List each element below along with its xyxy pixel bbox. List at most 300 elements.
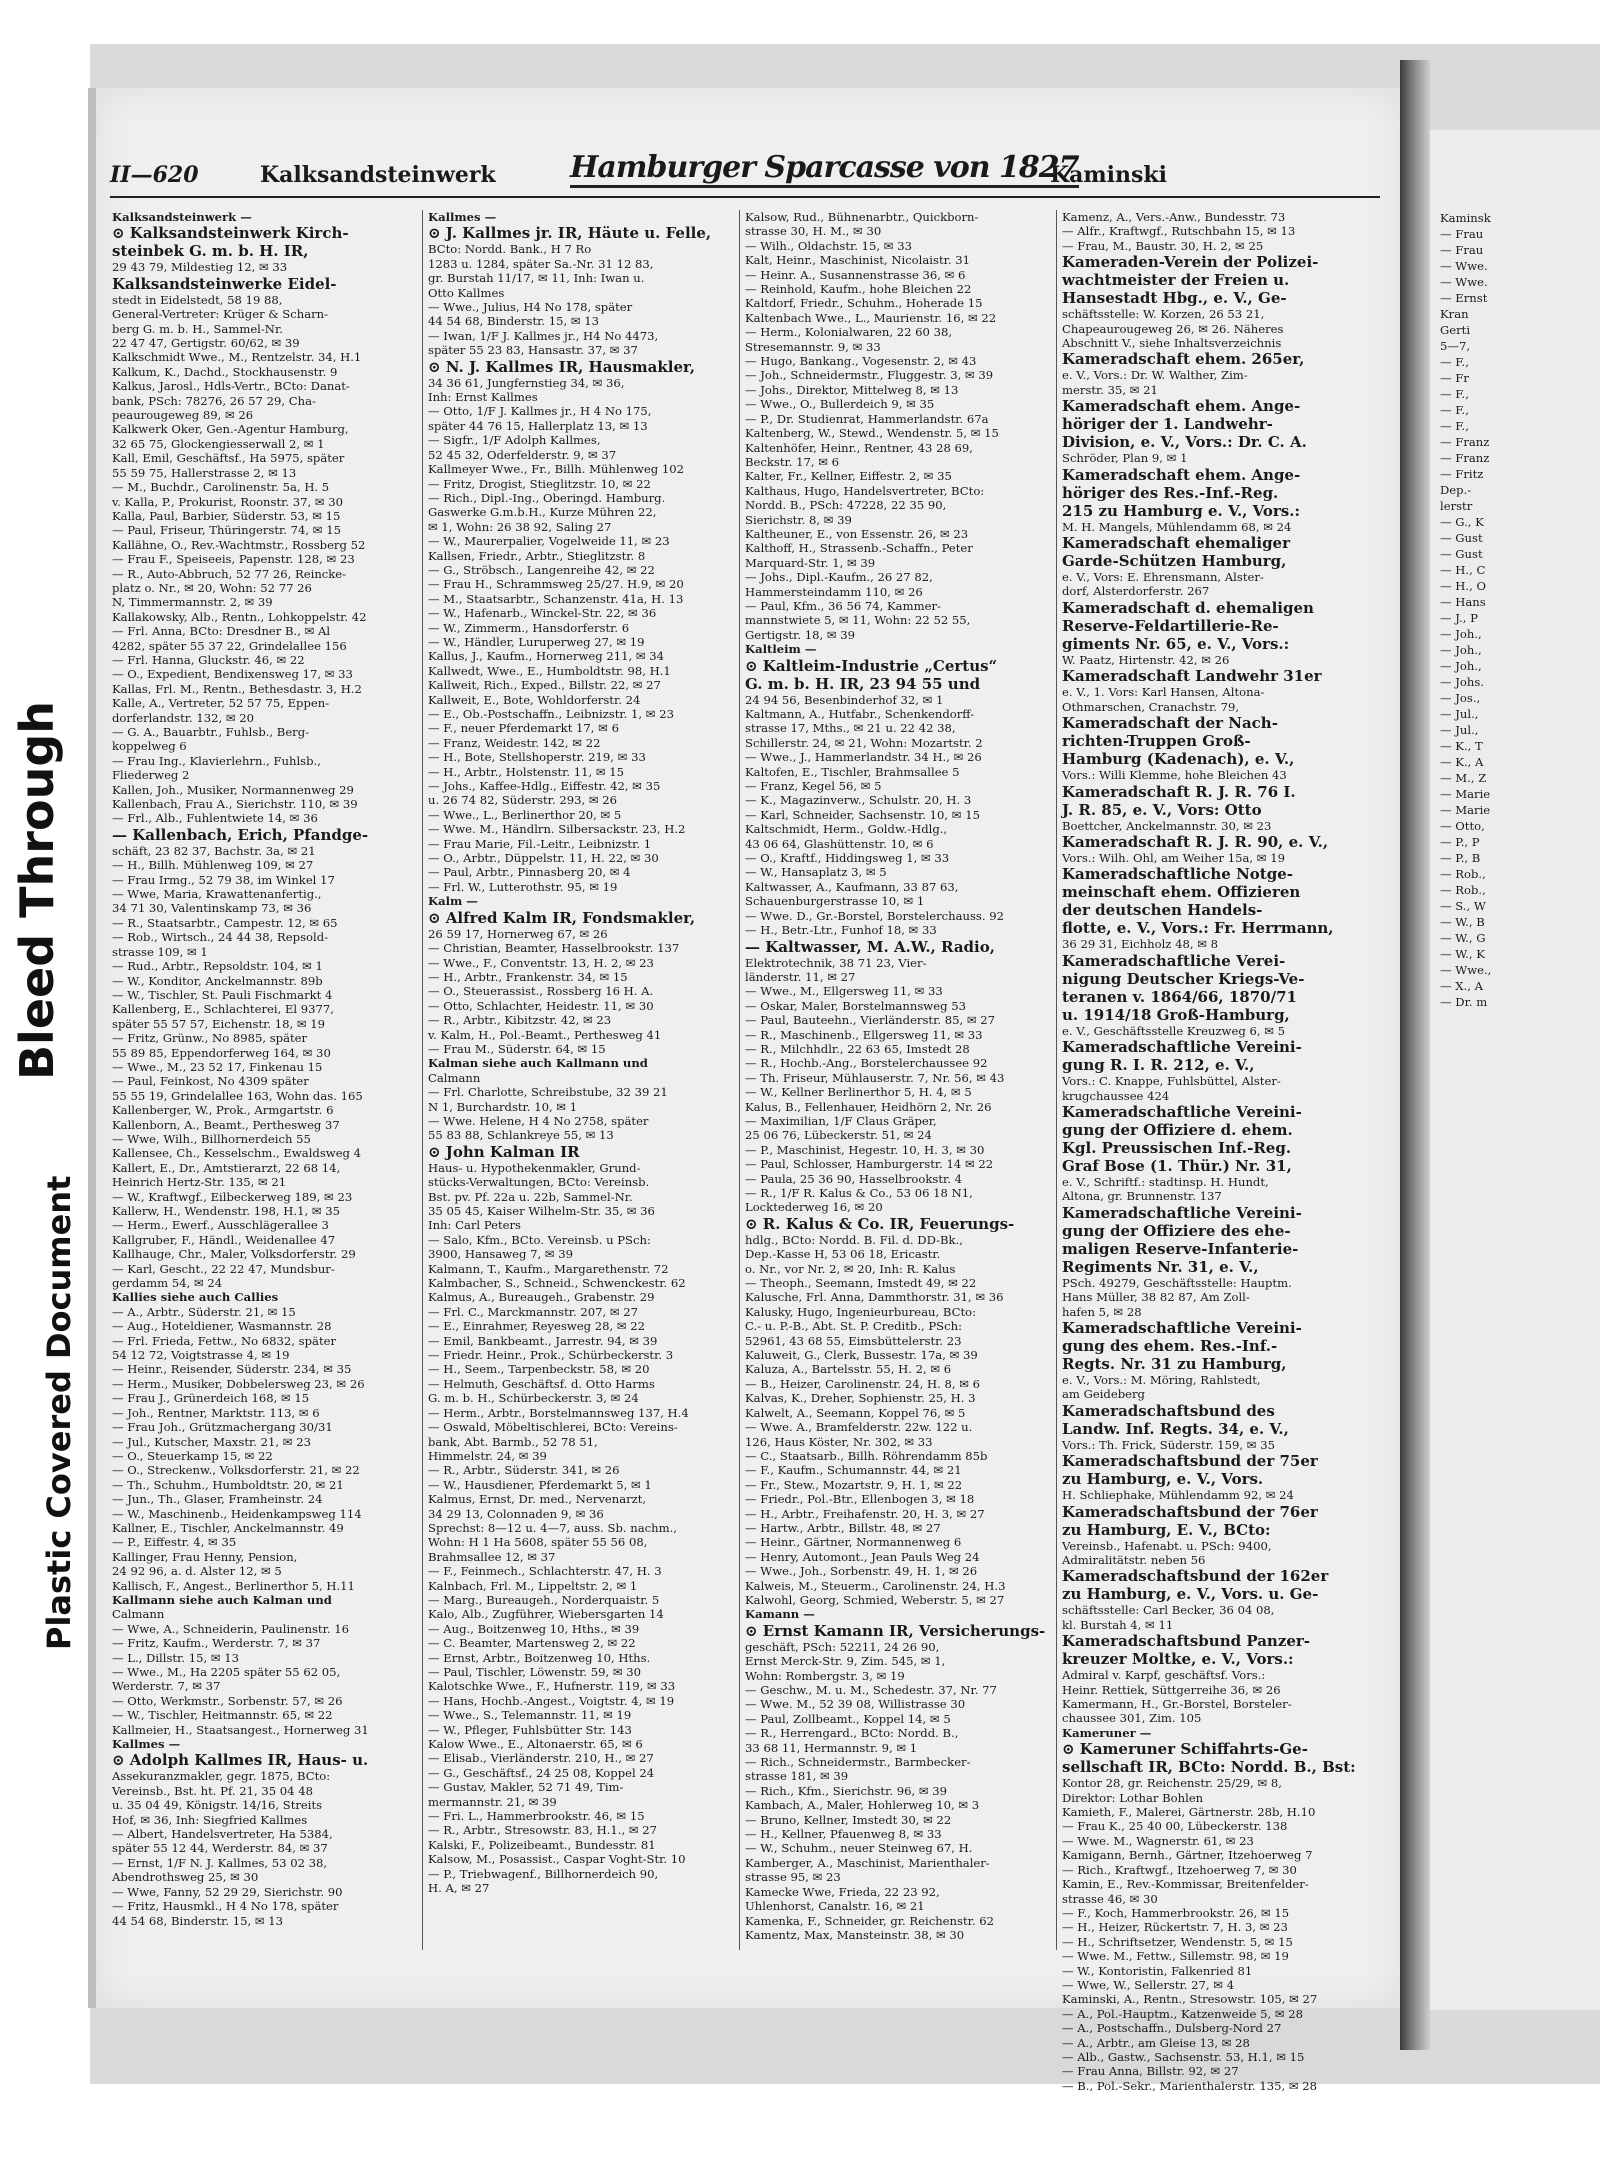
facing-page-fragment: — P., B	[1440, 851, 1481, 865]
directory-entry: — Marg., Bureaugeh., Norderquaistr. 5	[428, 1592, 660, 1607]
directory-entry: Graf Bose (1. Thür.) Nr. 31,	[1062, 1156, 1292, 1175]
directory-entry: Kameruner —	[1062, 1725, 1152, 1740]
directory-entry: Kamin, E., Rev.-Kommissar, Breitenfelder-	[1062, 1877, 1309, 1892]
directory-entry: o. Nr., vor Nr. 2, ✉ 20, Inh: R. Kalus	[745, 1261, 956, 1276]
directory-entry: — Gustav, Makler, 52 71 49, Tim-	[428, 1780, 624, 1795]
directory-entry: — Fritz, Kaufm., Werderstr. 7, ✉ 37	[112, 1636, 321, 1651]
directory-entry: ⊙ Ernst Kamann IR, Versicherungs-	[745, 1621, 1046, 1640]
directory-entry: Kallen, Joh., Musiker, Normannenweg 29	[112, 782, 354, 797]
directory-entry: — R., Milchhdlr., 22 63 65, Imstedt 28	[745, 1041, 970, 1056]
directory-entry: — Paul, Friseur, Thüringerstr. 74, ✉ 15	[112, 523, 341, 538]
directory-entry: — Frau Ing., Klavierlehrn., Fuhlsb.,	[112, 753, 321, 768]
directory-entry: Sierichstr. 8, ✉ 39	[745, 512, 852, 527]
directory-entry: Kamann —	[745, 1607, 815, 1622]
facing-page-fragment: — Joh.,	[1440, 643, 1482, 657]
directory-entry: — Frl. C., Marckmannstr. 207, ✉ 27	[428, 1304, 639, 1319]
directory-entry: 25 06 76, Lübeckerstr. 51, ✉ 24	[745, 1128, 932, 1143]
directory-entry: Kgl. Preussischen Inf.-Reg.	[1062, 1138, 1292, 1157]
directory-entry: — W., Pfleger, Fuhlsbütter Str. 143	[428, 1722, 632, 1737]
directory-entry: ⊙ John Kalman IR	[428, 1142, 580, 1161]
directory-entry: — Fritz, Hausmkl., H 4 No 178, später	[112, 1899, 339, 1914]
directory-entry: — Paul, Zollbeamt., Koppel 14, ✉ 5	[745, 1711, 951, 1726]
directory-entry: — W., Schuhm., neuer Steinweg 67, H.	[745, 1841, 973, 1856]
directory-entry: Kallsen, Friedr., Arbtr., Stieglitzstr. 8	[428, 548, 646, 563]
directory-entry: Dep.-Kasse H, 53 06 18, Ericastr.	[745, 1247, 941, 1262]
directory-entry: — E., Ob.-Postschaffn., Leibnizstr. 1, ✉ 23	[428, 707, 674, 721]
directory-entry: Kalski, F., Polizeibeamt., Bundesstr. 81	[428, 1837, 656, 1852]
directory-entry: Kallenbach, Frau A., Sierichstr. 110, ✉ 39	[112, 797, 358, 812]
directory-entry: Kameradschaft d. ehemaligen	[1062, 598, 1314, 617]
directory-entry: — Frau Anna, Billstr. 92, ✉ 27	[1062, 2064, 1239, 2079]
directory-entry: Kaminski, A., Rentn., Stresowstr. 105, ✉ 27	[1062, 1992, 1318, 2007]
directory-entry: e. V., Vors.: M. Möring, Rahlstedt,	[1062, 1372, 1261, 1387]
directory-entry: ⊙ Kameruner Schiffahrts-Ge-	[1062, 1740, 1308, 1759]
directory-entry: Kallähne, O., Rev.-Wachtmstr., Rossberg 52	[112, 537, 366, 552]
directory-entry: — A., Arbtr., am Gleise 13, ✉ 28	[1062, 2035, 1250, 2050]
directory-entry: zu Hamburg, e. V., Vors. u. Ge-	[1062, 1585, 1319, 1604]
directory-entry: Kalle, A., Vertreter, 52 57 75, Eppen-	[112, 696, 330, 711]
directory-entry: wachtmeister der Freien u.	[1062, 271, 1290, 290]
directory-entry: teranen v. 1864/66, 1870/71	[1062, 987, 1297, 1006]
directory-entry: — Frau H., Schrammsweg 25/27. H.9, ✉ 20	[428, 577, 684, 592]
directory-entry: — Wwe., O., Bullerdeich 9, ✉ 35	[745, 397, 935, 412]
directory-entry: Othmarschen, Cranachstr. 79,	[1062, 699, 1240, 714]
directory-column-2	[428, 210, 733, 1950]
facing-page-fragment: — G., K	[1440, 515, 1484, 529]
directory-entry: Kameradschaftsbund der 76er	[1062, 1502, 1318, 1521]
directory-entry: 3900, Hansaweg 7, ✉ 39	[428, 1247, 574, 1262]
directory-entry: — Fritz, Drogist, Stieglitzstr. 10, ✉ 22	[428, 476, 651, 491]
directory-entry: — Ernst, 1/F N. J. Kallmes, 53 02 38,	[112, 1855, 328, 1870]
directory-entry: Vors.: C. Knappe, Fuhlsbüttel, Alster-	[1062, 1074, 1281, 1089]
directory-entry: — Wwe., F., Conventstr. 13, H. 2, ✉ 23	[428, 955, 654, 970]
directory-entry: kreuzer Moltke, e. V., Vors.:	[1062, 1650, 1294, 1669]
directory-entry: — A., Postschaffn., Dulsberg-Nord 27	[1062, 2021, 1282, 2036]
directory-entry: — Fr., Stew., Mozartstr. 9, H. 1, ✉ 22	[745, 1477, 963, 1492]
facing-page-fragment: — Frau	[1440, 227, 1484, 241]
directory-entry: — Frau F., Speiseeis, Papenstr. 128, ✉ 23	[112, 552, 355, 567]
directory-entry: ⊙ J. Kallmes jr. IR, Häute u. Felle,	[428, 224, 712, 243]
directory-column-3	[745, 210, 1050, 1950]
directory-entry: 215 zu Hamburg e. V., Vors.:	[1062, 501, 1300, 520]
directory-entry: Werderstr. 7, ✉ 37	[112, 1679, 221, 1694]
directory-entry: — R., Maschinenb., Ellgersweg 11, ✉ 33	[745, 1027, 983, 1042]
directory-entry: — Rud., Arbtr., Repsoldstr. 104, ✉ 1	[112, 959, 323, 974]
directory-entry: — Paul, Kfm., 36 56 74, Kammer-	[745, 598, 941, 613]
directory-entry: — Theoph., Seemann, Imstedt 49, ✉ 22	[745, 1276, 977, 1291]
directory-entry: — Jul., Kutscher, Maxstr. 21, ✉ 23	[112, 1434, 311, 1449]
directory-entry: strasse 17, Mths., ✉ 21 u. 22 42 38,	[745, 721, 956, 736]
directory-entry: — Rich., Dipl.-Ing., Oberingd. Hamburg.	[428, 490, 666, 505]
directory-entry: Regts. Nr. 31 zu Hamburg,	[1062, 1354, 1287, 1373]
directory-entry: dorf, Alsterdorferstr. 267	[1062, 584, 1210, 599]
directory-entry: — C. Beamter, Martensweg 2, ✉ 22	[428, 1636, 636, 1651]
directory-entry: — W., Tischler, Heitmannstr. 65, ✉ 22	[112, 1708, 333, 1723]
directory-entry: Kamenz, A., Vers.-Anw., Bundesstr. 73	[1062, 210, 1286, 224]
directory-entry: später 44 76 15, Hallerplatz 13, ✉ 13	[428, 418, 648, 433]
directory-entry: — Wilh., Oldachstr. 15, ✉ 33	[745, 238, 912, 253]
directory-entry: e. V., 1. Vors: Karl Hansen, Altona-	[1062, 685, 1265, 700]
directory-entry: Hans Müller, 38 82 87, Am Zoll-	[1062, 1290, 1250, 1305]
directory-entry: — Kaltwasser, M. A.W., Radio,	[745, 937, 995, 956]
directory-entry: — L., Dillstr. 15, ✉ 13	[112, 1650, 239, 1665]
directory-entry: — M., Buchdr., Carolinenstr. 5a, H. 5	[112, 480, 330, 495]
directory-entry: G. m. b. H., Schürbeckerstr. 3, ✉ 24	[428, 1391, 639, 1406]
directory-entry: — Aug., Boitzenweg 10, Hths., ✉ 39	[428, 1621, 640, 1636]
directory-entry: Wohn: Rombergstr. 3, ✉ 19	[745, 1668, 905, 1683]
directory-entry: — P., Maschinist, Hegestr. 10, H. 3, ✉ 30	[745, 1142, 985, 1157]
directory-entry: Kamermann, H., Gr.-Borstel, Borsteler-	[1062, 1697, 1292, 1712]
directory-entry: — Kallenbach, Erich, Pfandge-	[112, 825, 369, 844]
directory-entry: — W., Hausdiener, Pferdemarkt 5, ✉ 1	[428, 1477, 652, 1492]
directory-entry: — R., Arbtr., Kibitzstr. 42, ✉ 23	[428, 1013, 612, 1028]
facing-page-fragment: — Fr	[1440, 371, 1469, 385]
facing-page-fragment: — Joh.,	[1440, 659, 1482, 673]
directory-entry: — Heinr., Reisender, Süderstr. 234, ✉ 35	[112, 1362, 352, 1377]
directory-entry: — Wwe. Helene, H 4 No 2758, später	[428, 1113, 649, 1128]
directory-entry: — E., Einrahmer, Reyesweg 28, ✉ 22	[428, 1319, 645, 1334]
directory-entry: Kamigann, Bernh., Gärtner, Itzehoerweg 7	[1062, 1848, 1313, 1863]
facing-page-fragment: 5—7,	[1440, 339, 1471, 353]
directory-entry: — P., Eiffestr. 4, ✉ 35	[112, 1535, 237, 1550]
directory-entry: stedt in Eidelstedt, 58 19 88,	[112, 292, 283, 307]
directory-entry: — Paula, 25 36 90, Hasselbrookstr. 4	[745, 1171, 962, 1186]
directory-entry: — H., Arbtr., Frankenstr. 34, ✉ 15	[428, 969, 628, 984]
directory-entry: — O., Streckenw., Volksdorferstr. 21, ✉ 22	[112, 1463, 360, 1478]
directory-entry: — G., Ströbsch., Langenreihe 42, ✉ 22	[428, 562, 655, 577]
directory-entry: Schröder, Plan 9, ✉ 1	[1062, 451, 1188, 466]
directory-entry: — Johs., Dipl.-Kaufm., 26 27 82,	[745, 570, 933, 585]
directory-entry: Schillerstr. 24, ✉ 21, Wohn: Mozartstr. 2	[745, 735, 983, 750]
directory-entry: — Rob., Wirtsch., 24 44 38, Repsold-	[112, 930, 329, 945]
directory-entry: — Wwe., L., Berlinerthor 20, ✉ 5	[428, 807, 622, 822]
directory-entry: Hof, ✉ 36, Inh: Siegfried Kallmes	[112, 1812, 308, 1827]
directory-entry: Kallmeyer Wwe., Fr., Billh. Mühlenweg 102	[428, 462, 684, 477]
directory-entry: — Rich., Kraftwgf., Itzehoerweg 7, ✉ 30	[1062, 1862, 1297, 1877]
facing-page-fragment: — Franz	[1440, 451, 1490, 465]
directory-entry: 55 89 85, Eppendorferweg 164, ✉ 30	[112, 1045, 331, 1060]
directory-entry: — Frl., Alb., Fuhlentwiete 14, ✉ 36	[112, 811, 318, 826]
directory-entry: u. 26 74 82, Süderstr. 293, ✉ 26	[428, 793, 617, 808]
directory-entry: — H., Seem., Tarpenbeckstr. 58, ✉ 20	[428, 1362, 650, 1377]
directory-entry: 26 59 17, Hornerweg 67, ✉ 26	[428, 926, 608, 941]
directory-entry: PSch. 49279, Geschäftsstelle: Hauptm.	[1062, 1275, 1292, 1290]
directory-entry: — Rich., Kfm., Sierichstr. 96, ✉ 39	[745, 1783, 947, 1798]
directory-entry: Elektrotechnik, 38 71 23, Vier-	[745, 955, 927, 970]
directory-entry: Kallinger, Frau Henny, Pension,	[112, 1549, 298, 1564]
directory-entry: — W., Kontoristin, Falkenried 81	[1062, 1963, 1253, 1978]
directory-entry: v. Kalm, H., Pol.-Beamt., Perthesweg 41	[428, 1027, 662, 1042]
directory-entry: Kamberger, A., Maschinist, Marienthaler-	[745, 1855, 990, 1870]
facing-page-fragment: Dep.-	[1440, 483, 1472, 497]
facing-page-fragment: — H., C	[1440, 563, 1486, 577]
directory-entry: 44 54 68, Binderstr. 15, ✉ 13	[428, 314, 600, 329]
directory-entry: Kaltwasser, A., Kaufmann, 33 87 63,	[745, 879, 959, 894]
directory-entry: H. Schliephake, Mühlendamm 92, ✉ 24	[1062, 1488, 1294, 1503]
directory-entry: — Otto, Schlachter, Heidestr. 11, ✉ 30	[428, 998, 654, 1013]
directory-entry: — Frau, M., Baustr. 30, H. 2, ✉ 25	[1062, 238, 1264, 253]
directory-entry: Kalkus, Jarosl., Hdls-Vertr., BCto: Danat-	[112, 379, 350, 394]
directory-entry: Kalmus, A., Bureaugeh., Grabenstr. 29	[428, 1290, 655, 1305]
directory-entry: Otto Kallmes	[428, 285, 505, 300]
directory-entry: strasse 46, ✉ 30	[1062, 1891, 1158, 1906]
directory-entry: — G., Geschäftsf., 24 25 08, Koppel 24	[428, 1765, 655, 1780]
bleed-through-label: Bleed Through	[10, 700, 64, 1080]
directory-entry: Kallenborn, A., Beamt., Perthesweg 37	[112, 1117, 340, 1132]
directory-entry: — G. A., Bauarbtr., Fuhlsb., Berg-	[112, 725, 310, 739]
directory-entry: — Elisab., Vierländerstr. 210, H., ✉ 27	[428, 1751, 654, 1766]
directory-entry: — Friedr. Heinr., Prok., Schürbeckerstr. 3	[428, 1348, 674, 1363]
directory-entry: Kallmes —	[428, 210, 497, 224]
directory-entry: — Hans, Hochb.-Angest., Voigtstr. 4, ✉ 19	[428, 1693, 675, 1708]
directory-entry: — Aug., Hoteldiener, Wasmannstr. 28	[112, 1319, 332, 1334]
directory-entry: 34 36 61, Jungfernstieg 34, ✉ 36,	[428, 375, 625, 390]
directory-entry: — H., Billh. Mühlenweg 109, ✉ 27	[112, 858, 314, 873]
directory-entry: Kallgruber, F., Händl., Weidenallee 47	[112, 1232, 336, 1247]
directory-entry: BCto: Nordd. Bank., H 7 Ro	[428, 242, 592, 257]
directory-entry: — F., Kaufm., Schumannstr. 44, ✉ 21	[745, 1463, 962, 1478]
directory-entry: — Christian, Beamter, Hasselbrookstr. 137	[428, 941, 680, 956]
directory-entry: — Alfr., Kraftwgf., Rutschbahn 15, ✉ 13	[1062, 224, 1296, 239]
directory-entry: — B., Pol.-Sekr., Marienthalerstr. 135, ✉ 28	[1062, 2078, 1318, 2093]
directory-entry: — R., Staatsarbtr., Campestr. 12, ✉ 65	[112, 915, 338, 930]
facing-page-fragment: — K., T	[1440, 739, 1483, 753]
directory-entry: strasse 30, H. M., ✉ 30	[745, 224, 882, 239]
facing-page-fragment: Gerti	[1440, 323, 1471, 337]
directory-entry: später 55 23 83, Hansastr. 37, ✉ 37	[428, 343, 638, 358]
directory-entry: Kalwelt, A., Seemann, Koppel 76, ✉ 5	[745, 1405, 966, 1420]
directory-entry: e. V., Geschäftsstelle Kreuzweg 6, ✉ 5	[1062, 1023, 1285, 1038]
directory-entry: — Fri. L., Hammerbrookstr. 46, ✉ 15	[428, 1809, 645, 1824]
facing-page-fragment: — K., A	[1440, 755, 1484, 769]
directory-entry: e. V., Vors: E. Ehrensmann, Alster-	[1062, 570, 1264, 585]
directory-entry: — Maximilian, 1/F Claus Gräper,	[745, 1113, 937, 1128]
directory-entry: Gertigstr. 18, ✉ 39	[745, 627, 855, 642]
directory-entry: Kaltofen, E., Tischler, Brahmsallee 5	[745, 764, 960, 779]
facing-page-fragment: — Gust	[1440, 531, 1483, 545]
directory-entry: peaurougeweg 89, ✉ 26	[112, 408, 254, 423]
directory-entry: Kameradschaftsbund der 75er	[1062, 1452, 1318, 1471]
directory-entry: Kalmann, T., Kaufm., Margarethenstr. 72	[428, 1261, 669, 1276]
facing-page-fragment: — Fritz	[1440, 467, 1484, 481]
directory-entry: platz o. Nr., ✉ 20, Wohn: 52 77 26	[112, 580, 312, 595]
directory-entry: gr. Burstah 11/17, ✉ 11, Inh: Iwan u.	[428, 271, 645, 286]
directory-entry: Kalus, B., Fellenhauer, Heidhörn 2, Nr. 26	[745, 1099, 992, 1114]
directory-entry: — H., Arbtr., Holstenstr. 11, ✉ 15	[428, 764, 625, 779]
directory-entry: Regiments Nr. 31, e. V.,	[1062, 1257, 1259, 1276]
directory-entry: Kameradschaftliche Vereini-	[1062, 1318, 1302, 1337]
directory-entry: — W., Konditor, Anckelmannstr. 89b	[112, 973, 323, 988]
directory-entry: Kalm —	[428, 894, 478, 909]
directory-entry: Gaswerke G.m.b.H., Kurze Mühren 22,	[428, 505, 657, 520]
directory-entry: Kallhauge, Chr., Maler, Volksdorferstr. 29	[112, 1247, 356, 1262]
directory-entry: Vors.: Willi Klemme, hohe Bleichen 43	[1062, 768, 1287, 783]
directory-entry: — Frau K., 25 40 00, Lübeckerstr. 138	[1062, 1819, 1288, 1834]
directory-entry: Kalmbacher, S., Schneid., Schwenckestr. 62	[428, 1276, 686, 1291]
directory-entry: — Henry, Automont., Jean Pauls Weg 24	[745, 1549, 980, 1564]
directory-entry: J. R. 85, e. V., Vors: Otto	[1062, 800, 1262, 819]
directory-entry: N, Timmermannstr. 2, ✉ 39	[112, 595, 273, 610]
directory-entry: Boettcher, Anckelmannstr. 30, ✉ 23	[1062, 818, 1272, 833]
directory-entry: — Fritz, Grünw., No 8985, später	[112, 1031, 308, 1046]
directory-entry: — Joh., Schneidermstr., Fluggestr. 3, ✉ 39	[745, 368, 994, 383]
directory-entry: — Herm., Kolonialwaren, 22 60 38,	[745, 325, 953, 340]
directory-entry: — Wwe., Joh., Sorbenstr. 49, H. 1, ✉ 26	[745, 1564, 978, 1579]
facing-page-fragment: — Marie	[1440, 803, 1491, 817]
directory-entry: — Frau J., Grünerdeich 168, ✉ 15	[112, 1391, 310, 1406]
directory-entry: — A., Arbtr., Süderstr. 21, ✉ 15	[112, 1304, 296, 1319]
directory-entry: später 55 57 57, Eichenstr. 18, ✉ 19	[112, 1016, 326, 1031]
directory-entry: Kameradschaftsbund der 162er	[1062, 1567, 1329, 1586]
directory-entry: 36 29 31, Eichholz 48, ✉ 8	[1062, 937, 1218, 952]
directory-entry: Kameradschaft R. J. R. 76 I.	[1062, 782, 1296, 801]
facing-page-fragment: — Rob.,	[1440, 867, 1486, 881]
directory-entry: — Geschw., M. u. M., Schedestr. 37, Nr. 77	[745, 1683, 997, 1697]
directory-entry: — Th. Friseur, Mühlauserstr. 7, Nr. 56, ✉ 43	[745, 1070, 1005, 1085]
directory-entry: Hamburg (Kadenach), e. V.,	[1062, 750, 1295, 769]
directory-entry: 24 94 56, Besenbinderhof 32, ✉ 1	[745, 692, 944, 707]
directory-entry: Kameradschaftsbund Panzer-	[1062, 1632, 1311, 1651]
facing-page-fragment: — F.,	[1440, 355, 1469, 369]
directory-entry: Kamecke Wwe, Frieda, 22 23 92,	[745, 1884, 940, 1899]
facing-page-fragment: — F.,	[1440, 387, 1469, 401]
facing-page-fragment: lerstr	[1440, 499, 1473, 513]
directory-entry: Vors.: Wilh. Ohl, am Weiher 15a, ✉ 19	[1062, 850, 1285, 865]
directory-entry: — Frl. Hanna, Gluckstr. 46, ✉ 22	[112, 652, 305, 667]
directory-entry: — Wwe. M., Wagnerstr. 61, ✉ 23	[1062, 1833, 1254, 1848]
right-guide-word: Kaminski	[1050, 162, 1167, 188]
facing-page-fragment: — X., A	[1440, 979, 1483, 993]
directory-entry: geschäft, PSch: 52211, 24 26 90,	[745, 1639, 940, 1654]
directory-entry: Kalwohl, Georg, Schmied, Weberstr. 5, ✉ 27	[745, 1592, 1005, 1607]
directory-entry: — Alb., Gastw., Sachsenstr. 53, H.1, ✉ 15	[1062, 2049, 1305, 2064]
directory-entry: Kameradschaft R. J. R. 90, e. V.,	[1062, 832, 1329, 851]
directory-entry: koppelweg 6	[112, 739, 187, 754]
directory-entry: — Wwe., M., Ellgersweg 11, ✉ 33	[745, 984, 943, 999]
directory-entry: Vereinsb., Hafenabt. u. PSch: 9400,	[1062, 1538, 1272, 1553]
facing-page-fragment: — Rob.,	[1440, 883, 1486, 897]
directory-entry: nigung Deutscher Kriegs-Ve-	[1062, 969, 1305, 988]
facing-page-fragment: — Franz	[1440, 435, 1490, 449]
directory-entry: ⊙ Alfred Kalm IR, Fondsmakler,	[428, 908, 696, 927]
directory-entry: gung des ehem. Res.-Inf.-	[1062, 1336, 1278, 1355]
plastic-covered-label: Plastic Covered Document	[40, 1175, 78, 1650]
directory-entry: Kaluweit, G., Clerk, Bussestr. 17a, ✉ 39	[745, 1348, 978, 1363]
directory-entry: Direktor: Lothar Bohlen	[1062, 1790, 1204, 1805]
directory-entry: — R., Arbtr., Süderstr. 341, ✉ 26	[428, 1463, 620, 1478]
directory-entry: höriger des Res.-Inf.-Reg.	[1062, 483, 1279, 502]
facing-page-fragment: Kaminsk	[1440, 211, 1491, 225]
directory-entry: Kallisch, F., Angest., Berlinerthor 5, H.11	[112, 1578, 355, 1593]
directory-entry: Kameradschaftliche Vereini-	[1062, 1038, 1302, 1057]
directory-entry: — Paul, Arbtr., Pinnasberg 20, ✉ 4	[428, 865, 631, 880]
directory-entry: chaussee 301, Zim. 105	[1062, 1711, 1202, 1726]
directory-entry: — F., Feinmech., Schlachterstr. 47, H. 3	[428, 1564, 662, 1579]
directory-entry: — Frau Irmg., 52 79 38, im Winkel 17	[112, 872, 335, 887]
left-guide-word: Kalksandsteinwerk	[260, 162, 496, 188]
directory-entry: 32 65 75, Glockengiesserwall 2, ✉ 1	[112, 436, 325, 451]
directory-entry: — Herm., Arbtr., Borstelmannsweg 137, H.4	[428, 1405, 689, 1420]
directory-entry: Wohn: H 1 Ha 5608, später 55 56 08,	[428, 1535, 648, 1550]
directory-entry: — P., Dr. Studienrat, Hammerlandstr. 67a	[745, 411, 989, 426]
directory-entry: Kaltschmidt, Herm., Goldw.-Hdlg.,	[745, 822, 948, 837]
directory-entry: — Jun., Th., Glaser, Framheinstr. 24	[112, 1492, 323, 1507]
facing-page-fragment: — P., P	[1440, 835, 1480, 849]
directory-entry: — H., Schriftsetzer, Wendenstr. 5, ✉ 15	[1062, 1934, 1293, 1949]
directory-entry: Kameradschaftliche Verei-	[1062, 951, 1286, 970]
directory-entry: — Wwe. A., Bramfelderstr. 22w. 122 u.	[745, 1420, 973, 1435]
directory-entry: — Wwe., S., Telemannstr. 11, ✉ 19	[428, 1708, 632, 1723]
directory-entry: — Otto, 1/F J. Kallmes jr., H 4 No 175,	[428, 404, 652, 419]
directory-entry: — W., Kraftwgf., Eilbeckerweg 189, ✉ 23	[112, 1189, 353, 1204]
directory-entry: 34 29 13, Colonnaden 9, ✉ 36	[428, 1506, 604, 1521]
directory-entry: C.- u. P.-B., Abt. St. P. Creditb., PSch:	[745, 1319, 962, 1334]
directory-entry: — Helmuth, Geschäftsf. d. Otto Harms	[428, 1376, 655, 1391]
directory-entry: — O., Expedient, Bendixensweg 17, ✉ 33	[112, 667, 353, 682]
directory-entry: Heinr. Rettiek, Süttgerreihe 36, ✉ 26	[1062, 1682, 1281, 1697]
directory-entry: Kall, Emil, Geschäftsf., Ha 5975, später	[112, 451, 345, 466]
directory-entry: Kallweit, Rich., Exped., Billstr. 22, ✉ 27	[428, 678, 661, 693]
directory-entry: schäftsstelle: Carl Becker, 36 04 08,	[1062, 1603, 1275, 1618]
directory-entry: 4282, später 55 37 22, Grindelallee 156	[112, 638, 347, 653]
directory-entry: höriger der 1. Landwehr-	[1062, 415, 1273, 434]
directory-entry: Kalthaus, Hugo, Handelsvertreter, BCto:	[745, 483, 985, 498]
facing-page-fragment: — Jul.,	[1440, 707, 1479, 721]
directory-entry: Kallas, Frl. M., Rentn., Bethesdastr. 3, H.2	[112, 681, 362, 696]
directory-entry: Kameradschaft ehem. Ange-	[1062, 465, 1301, 484]
directory-entry: Kallweit, E., Bote, Wohldorferstr. 24	[428, 692, 641, 707]
directory-entry: Kalman siehe auch Kallmann und	[428, 1056, 648, 1071]
facing-page-fragment: — Frau	[1440, 243, 1484, 257]
directory-entry: — R., Auto-Abbruch, 52 77 26, Reincke-	[112, 566, 347, 581]
directory-entry: Hammersteindamm 110, ✉ 26	[745, 584, 923, 599]
directory-entry: Kallerw, H., Wendenstr. 198, H.1, ✉ 35	[112, 1204, 340, 1218]
directory-entry: am Geideberg	[1062, 1387, 1145, 1402]
directory-entry: — Otto, Werkmstr., Sorbenstr. 57, ✉ 26	[112, 1693, 343, 1708]
directory-entry: Locktederweg 16, ✉ 20	[745, 1200, 883, 1215]
directory-entry: dorferlandstr. 132, ✉ 20	[112, 710, 255, 725]
directory-entry: — W., Tischler, St. Pauli Fischmarkt 4	[112, 987, 333, 1002]
directory-entry: Kalusky, Hugo, Ingenieurbureau, BCto:	[745, 1304, 977, 1319]
directory-entry: ⊙ Adolph Kallmes IR, Haus- u.	[112, 1751, 369, 1770]
directory-entry: Kalsow, M., Posassist., Caspar Voght-Str. 10	[428, 1852, 686, 1867]
directory-entry: Kallwedt, Wwe., E., Humboldtstr. 98, H.1	[428, 663, 671, 678]
directory-entry: Uhlenhorst, Canalstr. 16, ✉ 21	[745, 1899, 925, 1914]
directory-entry: Kameradschaftliche Notge-	[1062, 865, 1293, 884]
directory-entry: — Heinr., Gärtner, Normannenweg 6	[745, 1535, 962, 1550]
directory-entry: Kalo, Alb., Zugführer, Wiebersgarten 14	[428, 1607, 664, 1622]
facing-page-fragment: — S., W	[1440, 899, 1486, 913]
directory-entry: kl. Burstah 4, ✉ 11	[1062, 1617, 1174, 1632]
directory-entry: Kallensee, Ch., Kesselschm., Ewaldsweg 4	[112, 1146, 362, 1161]
facing-page-fragment: — F.,	[1440, 403, 1469, 417]
directory-entry: Kamentz, Max, Mansteinstr. 38, ✉ 30	[745, 1927, 965, 1942]
sparcasse-logo: Hamburger Sparcasse von 1827	[570, 150, 1079, 188]
page-number: II—620	[110, 162, 199, 188]
directory-entry: — Frl. Anna, BCto: Dresdner B., ✉ Al	[112, 624, 331, 639]
directory-entry: Kaltleim —	[745, 642, 817, 657]
facing-page-fragment: — Wwe.	[1440, 259, 1488, 273]
directory-entry: 52 45 32, Oderfelderstr. 9, ✉ 37	[428, 447, 617, 462]
directory-entry: — Rich., Schneidermstr., Barmbecker-	[745, 1755, 971, 1770]
directory-entry: Kallenberger, W., Prok., Armgartstr. 6	[112, 1103, 334, 1118]
directory-entry: Vereinsb., Bst. ht. Pf. 21, 35 04 48	[112, 1783, 313, 1798]
directory-entry: — Oskar, Maler, Borstelmannsweg 53	[745, 998, 966, 1013]
directory-entry: — Paul, Schlosser, Hamburgerstr. 14 ✉ 22	[745, 1157, 994, 1172]
directory-entry: Garde-Schützen Hamburg,	[1062, 552, 1287, 571]
facing-page-fragment: — W., K	[1440, 947, 1485, 961]
directory-entry: — Herm., Musiker, Dobbelersweg 23, ✉ 26	[112, 1376, 365, 1391]
